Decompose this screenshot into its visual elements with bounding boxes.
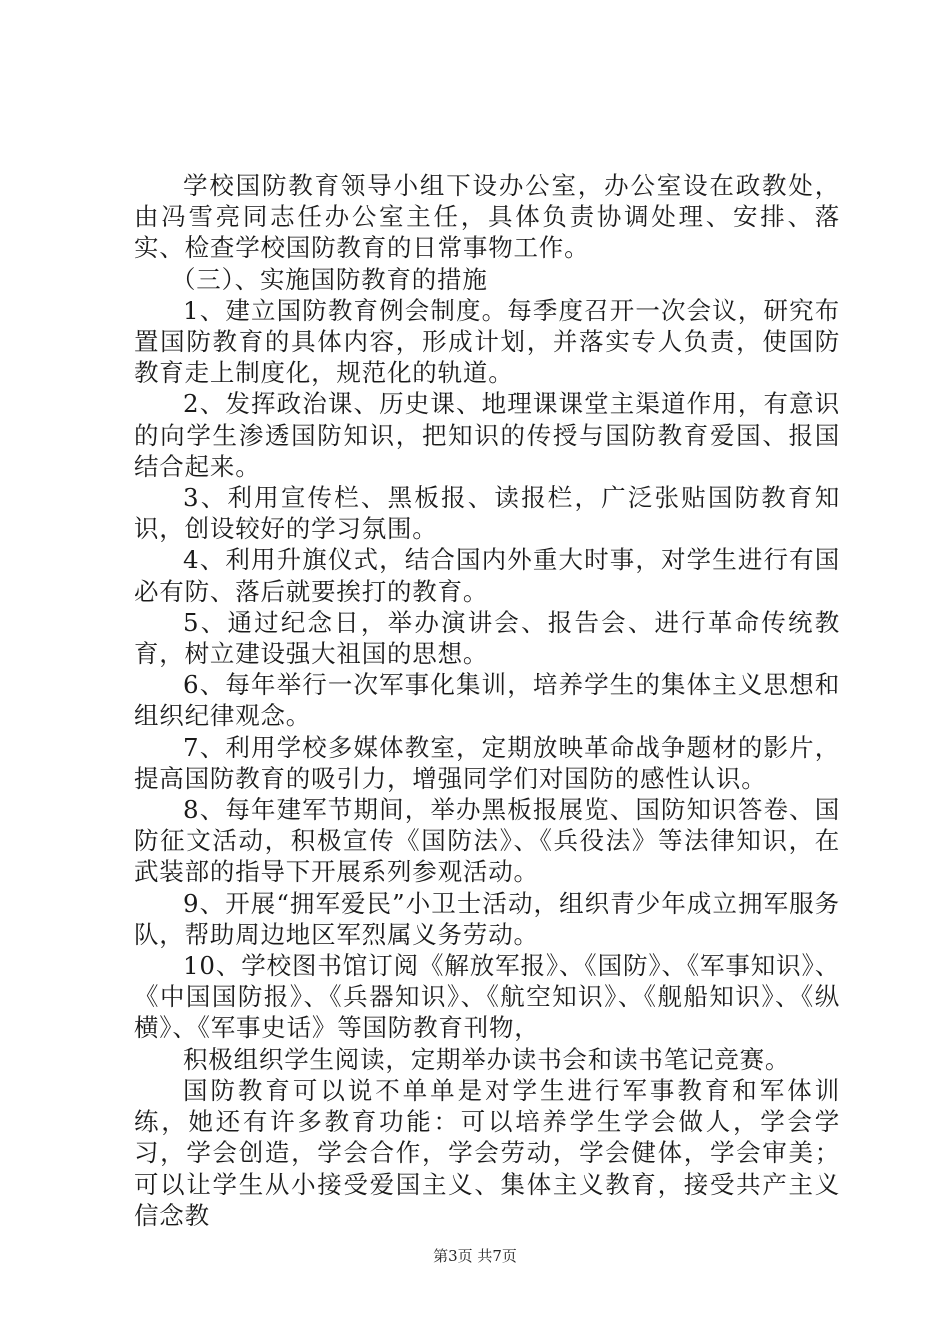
paragraph-reading: 积极组织学生阅读，定期举办读书会和读书笔记竞赛。 (183, 1044, 791, 1074)
section-heading-measures: （三）、实施国防教育的措施 (171, 264, 488, 294)
paragraph-measure-7: 7、利用学校多媒体教室，定期放映革命战争题材的影片，提高国防教育的吸引力，增强同学们对国防的感性认识。 (134, 732, 840, 793)
page-footer: 第3页 共7页 (433, 1247, 517, 1265)
paragraph-measure-6: 6、每年举行一次军事化集训，培养学生的集体主义思想和组织纪律观念。 (134, 670, 840, 731)
paragraph-measure-5: 5、通过纪念日，举办演讲会、报告会、进行革命传统教育，树立建设强大祖国的思想。 (134, 607, 840, 669)
paragraph-measure-10: 10、学校图书馆订阅《解放军报》、《国防》、《军事知识》、《中国国防报》、《兵器知识》、《航空知识》、《舰船知识》、《纵横》、《军事史话》等国防教育刊物， (134, 951, 840, 1043)
paragraph-measure-3: 3、利用宣传栏、黑板报、读报栏，广泛张贴国防教育知识，创设较好的学习氛围。 (134, 483, 840, 544)
paragraph-measure-2: 2、发挥政治课、历史课、地理课课堂主渠道作用，有意识的向学生渗透国防知识，把知识的传授与国防教育爱国、报国结合起来。 (134, 389, 840, 481)
paragraph-measure-4: 4、利用升旗仪式，结合国内外重大时事，对学生进行有国必有防、落后就要挨打的教育。 (134, 545, 840, 606)
paragraph-functions: 国防教育可以说不单单是对学生进行军事教育和军体训练，她还有许多教育功能：可以培养学生学会做人，学会学习，学会创造，学会合作，学会劳动，学会健体，学会审美；可以让学生从小接受爱国主义、集体主义教育，接受共产主义信念教 (134, 1075, 840, 1230)
paragraph-measure-1: 1、建立国防教育例会制度。每季度召开一次会议，研究布置国防教育的具体内容，形成计划，并落实专人负责，使国防教育走上制度化，规范化的轨道。 (134, 295, 840, 388)
paragraph-measure-8: 8、每年建军节期间，举办黑板报展览、国防知识答卷、国防征文活动，积极宣传《国防法》、《兵役法》等法律知识，在武装部的指导下开展系列参观活动。 (134, 795, 840, 887)
document-body (134, 170, 840, 1231)
paragraph-measure-9: 9、开展“拥军爱民”小卫士活动，组织青少年成立拥军服务队，帮助周边地区军烈属义务劳动。 (134, 888, 840, 949)
paragraph-office: 学校国防教育领导小组下设办公室，办公室设在政教处，由冯雪亮同志任办公室主任，具体负责协调处理、安排、落实、检查学校国防教育的日常事物工作。 (134, 171, 840, 263)
